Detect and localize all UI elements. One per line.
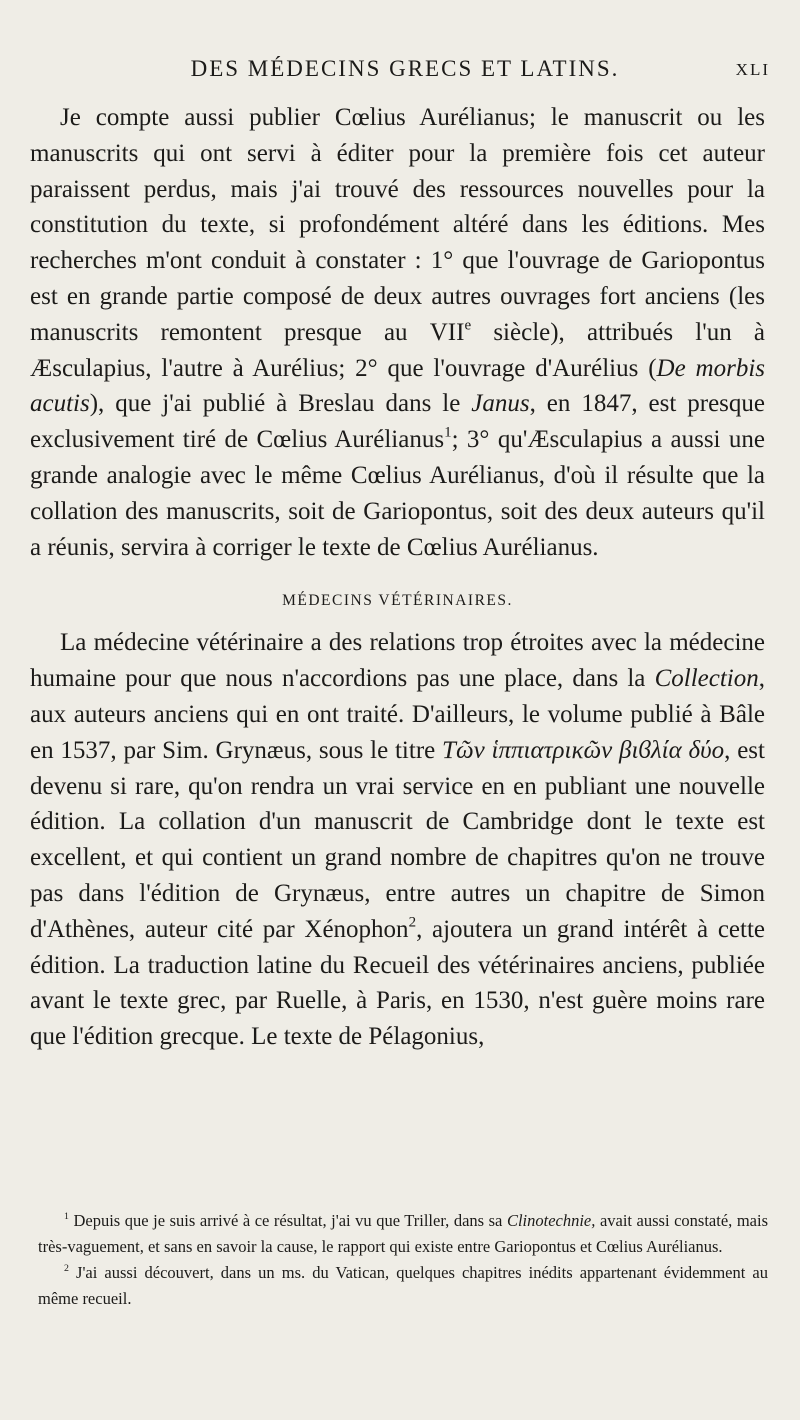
text-run: , en 1847, est presque exclusivement tiré de Cœlius Aurélianus (30, 390, 765, 454)
page-number: XLI (735, 60, 770, 79)
text-run: Τῶν ἱππιατρικῶν βιϐλία δύο (442, 736, 725, 764)
text-run: Clinotechnie, (506, 1211, 596, 1230)
paragraph-coelius (30, 100, 765, 565)
text-run: Collection (654, 665, 759, 693)
text-run: Janus (471, 390, 530, 418)
text-run: avait aussi constaté, mais très-vaguement, et sans en savoir la cause, le rapport qui existe entre Gariopontus et Cœlius Aurélianus. (38, 1211, 768, 1256)
text-run: VII (429, 318, 465, 346)
text-run: , ajoutera un grand intérêt à cette édition. La traduction latine du Recueil des vétérinaires anciens, publiée avant le texte grec, par Ruelle, à Paris, en 1530, n'est guère moins rare que l'édition grecque. Le texte de Pélagonius, (30, 915, 766, 1051)
text-run: 2 (64, 1263, 69, 1275)
text-run: , aux auteurs anciens qui en ont traité. D'ailleurs, le volume publié à Bâle en 1537, par Sim. Grynæus, sous le titre (30, 665, 765, 764)
text-run: J'ai aussi découvert, dans un ms. du Vatican, quelques chapitres inédits appartenant évidemment au même recueil. (38, 1263, 768, 1308)
text-run: La médecine vétérinaire a des relations trop étroites avec la médecine humaine pour que nous n'accordions pas une place, dans la (30, 629, 765, 693)
text-run: 1 (444, 424, 452, 441)
text-run: , est devenu si rare, qu'on rendra un vrai service en en publiant une nouvelle édition. La collation d'un manuscrit de Cambridge dont le texte est excellent, et qui contient un grand nombre de chapitres qu'on ne trouve pas dans l'édition de Grynæus, entre autres un chapitre de Simon d'Athènes, auteur cité par Xénophon (30, 736, 765, 943)
text-run: De morbis acutis (30, 354, 765, 418)
text-run: 1 (64, 1211, 69, 1223)
running-title: DES MÉDECINS GRECS ET LATINS. (190, 56, 620, 81)
footnote-2 (38, 1260, 768, 1312)
main-text (30, 100, 765, 1055)
text-run: siècle), attribués l'un à Æsculapius, l'autre à Aurélius; 2° que l'ouvrage d'Aurélius ( (30, 318, 765, 382)
footnotes (38, 1208, 768, 1312)
text-run: ), que j'ai publié à Breslau dans le (89, 390, 472, 418)
text-run: 2 (408, 914, 417, 931)
text-run: ; 3° qu'Æsculapius a aussi une grande analogie avec le même Cœlius Aurélianus, d'où il résulte que la collation des manuscrits, soit de Gariopontus, soit des deux auteurs qu'il a réunis, servira à corriger le texte de Cœlius Aurélianus. (30, 426, 765, 561)
running-header (40, 50, 770, 90)
footnote-1 (38, 1208, 768, 1260)
text-run: Je compte aussi publier Cœlius Aurélianus; le manuscrit ou les manuscrits qui ont servi à éditer pour la première fois cet auteur paraissent perdus, mais j'ai trouvé des ressources nouvelles pour la constitution du texte, si profondément altéré dans les éditions. Mes recherches m'ont conduit à constater : 1° que l'ouvrage de Gariopontus est en grande partie composé de deux autres ouvrages fort anciens (les manuscrits remontent presque au (30, 104, 765, 346)
text-run: e (464, 317, 472, 334)
text-run: Depuis que je suis arrivé à ce résultat, j'ai vu que Triller, dans sa (68, 1211, 507, 1230)
section-heading: MÉDECINS VÉTÉRINAIRES. (282, 592, 513, 610)
paragraph-veterinaires (30, 625, 765, 1055)
